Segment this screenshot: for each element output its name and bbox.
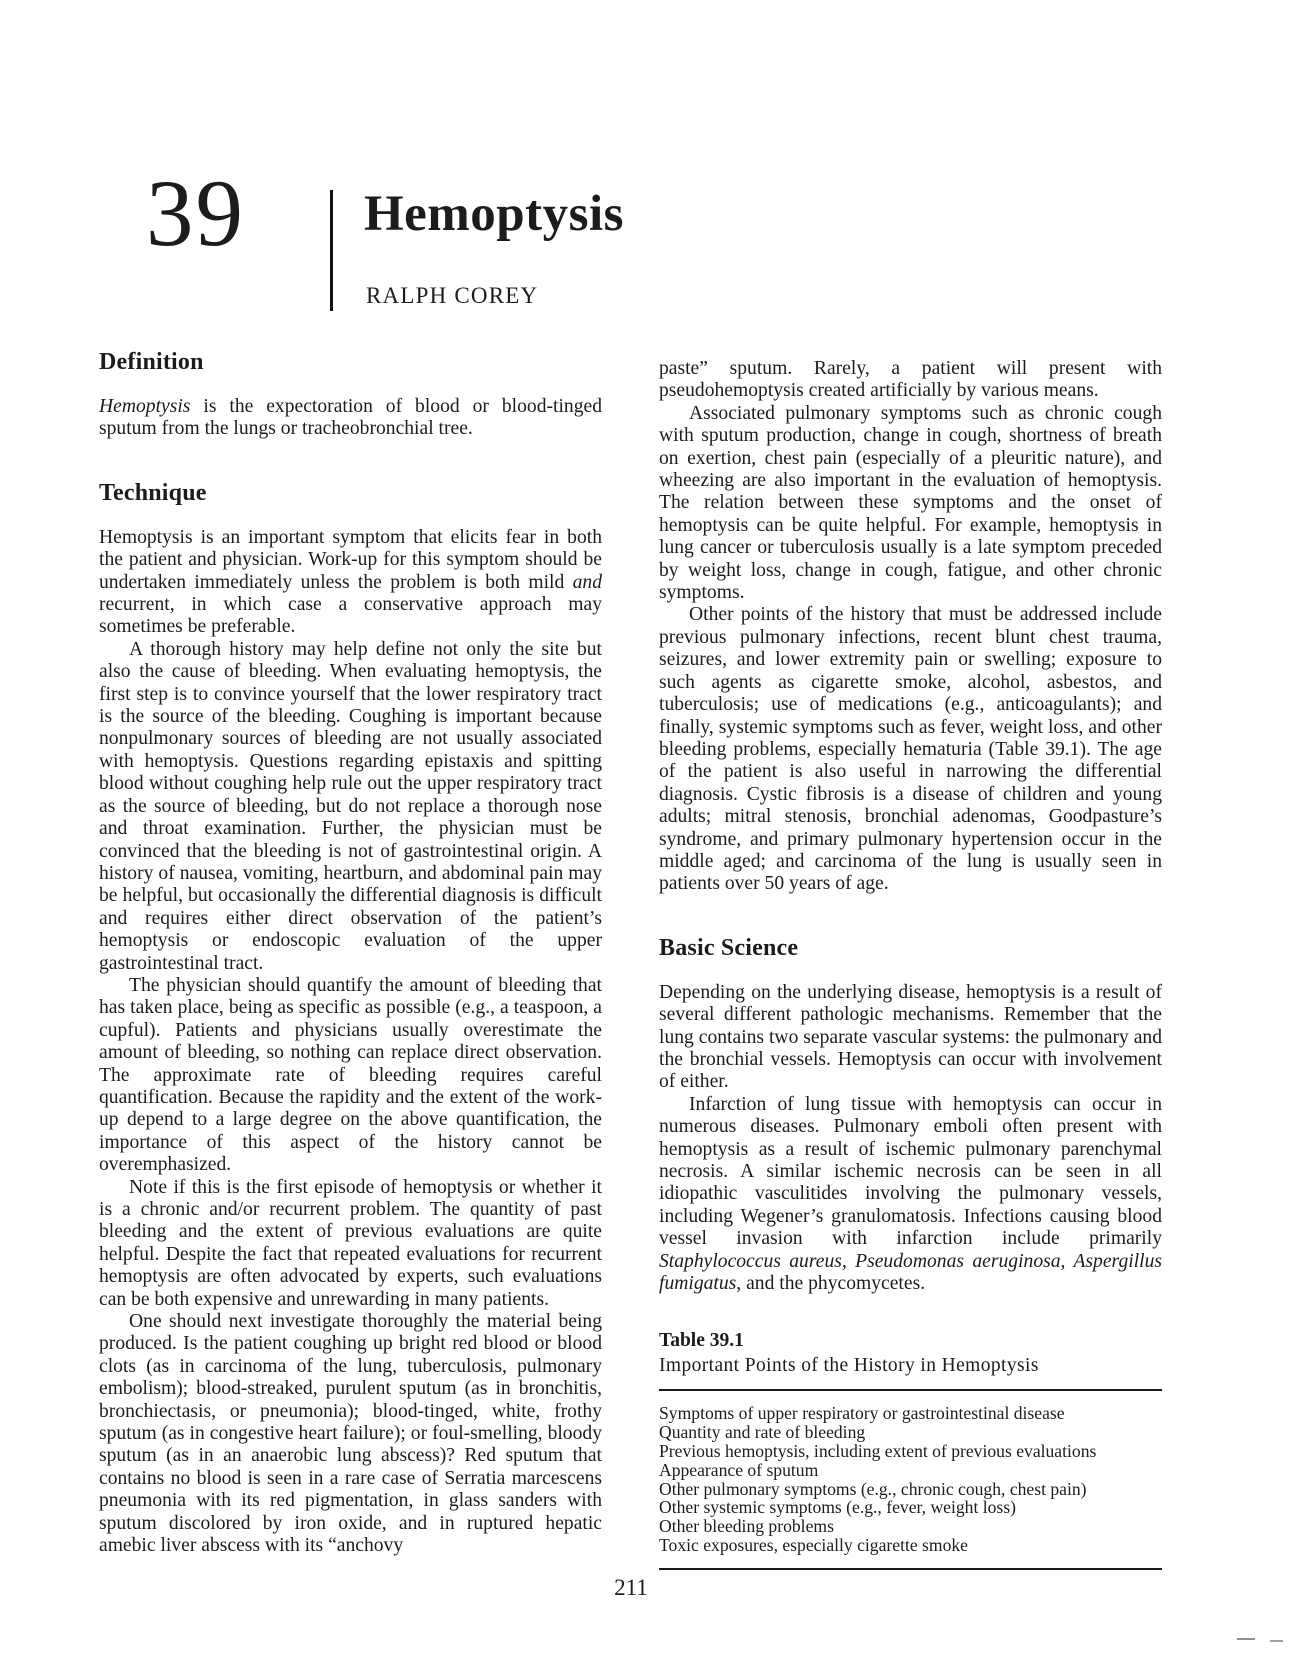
left-column	[99, 348, 602, 1558]
italic-text-run: and	[572, 571, 602, 593]
italic-text-run: Hemoptysis	[99, 396, 191, 417]
table-rows	[659, 1404, 1162, 1554]
text-run: recurrent, in which case a conservative approach may sometimes be preferable.	[99, 594, 602, 638]
text-run: Infarction of lung tissue with hemoptysis can occur in numerous diseases. Pulmonary emboli often present with hemoptysis as a result of ischemic pulmonary parenchymal necrosis. A similar ischemic necrosis can be seen in all idiopathic vasculitides involving the pulmonary vessels, including Wegener’s granulomatosis. Infections causing blood vessel invasion with infarction include primarily	[659, 1093, 1162, 1250]
paragraph	[659, 1094, 1162, 1296]
text-run: is the expectoration of blood or blood-tinged sputum from the lungs or tracheobronchial tree.	[99, 396, 602, 440]
text-run: Hemoptysis is an important symptom that elicits fear in both the patient and physician. Work-up for this symptom should be undertaken immediately unless the problem is both mild	[99, 526, 602, 593]
paragraph	[659, 982, 1162, 1094]
paragraph	[99, 1311, 602, 1557]
text-run: Depending on the underlying disease, hemoptysis is a result of several different pathologic mechanisms. Remember that the lung contains two separate vascular systems: the pulmonary and the bronchial vessels. Hemoptysis can occur with involvement of either.	[659, 981, 1162, 1093]
section-heading: Technique	[99, 479, 207, 506]
paragraph	[659, 604, 1162, 895]
scan-artifact-dash	[1270, 1640, 1283, 1642]
reference-table	[659, 1329, 1162, 1569]
paragraph	[99, 639, 602, 975]
italic-text-run: Staphylococcus aureus, Pseudomonas aeruginosa, Aspergillus fumigatus	[659, 1250, 1162, 1295]
table-title: Important Points of the History in Hemoptysis	[659, 1355, 1039, 1377]
table-bottom-rule	[659, 1568, 1162, 1570]
section-heading: Basic Science	[659, 934, 799, 961]
chapter-author: RALPH COREY	[366, 283, 539, 308]
paragraph	[99, 975, 602, 1177]
text-run: Associated pulmonary symptoms such as chronic cough with sputum production, change in cough, shortness of breath on exertion, chest pain (especially of a pleuritic nature), and wheezing are also important in the evaluation of hemoptysis. The relation between these symptoms and the onset of hemoptysis can be quite helpful. For example, hemoptysis in lung cancer or tuberculosis usually is a late symptom preceded by weight loss, change in cough, fatigue, and other chronic symptoms.	[659, 402, 1162, 604]
paragraph	[659, 358, 1162, 403]
page-number: 211	[614, 1575, 648, 1600]
chapter-title: Hemoptysis	[364, 186, 624, 242]
text-run: The physician should quantify the amount of bleeding that has taken place, being as specific as possible (e.g., a teaspoon, a cupful). Patients and physicians usually overestimate the amount of bleeding, so nothing can replace direct observation. The approximate rate of bleeding requires careful quantification. Because the rapidity and the extent of the work-up depend to a large degree on the above quantification, the importance of this aspect of the history cannot be overemphasized.	[99, 974, 602, 1176]
table-row: Other bleeding problems	[659, 1516, 834, 1537]
header-vertical-rule	[330, 190, 333, 311]
table-row: Other systemic symptoms (e.g., fever, weight loss)	[659, 1497, 1016, 1518]
table-row: Symptoms of upper respiratory or gastrointestinal disease	[659, 1403, 1065, 1424]
paragraph	[99, 1177, 602, 1311]
table-row: Toxic exposures, especially cigarette smoke	[659, 1535, 968, 1556]
table-row: Other pulmonary symptoms (e.g., chronic cough, chest pain)	[659, 1478, 1087, 1499]
text-run: Note if this is the first episode of hemoptysis or whether it is a chronic and/or recurrent problem. The quantity of past bleeding and the extent of previous evaluations are quite helpful. Despite the fact that repeated evaluations for recurrent hemoptysis are often advocated by experts, such evaluations can be both expensive and unrewarding in many patients.	[99, 1176, 602, 1310]
chapter-number: 39	[146, 160, 245, 266]
text-run: Other points of the history that must be addressed include previous pulmonary infections, recent blunt chest trauma, seizures, and lower extremity pain or swelling; exposure to such agents as cigarette smoke, alcohol, asbestos, and tuberculosis; use of medications (e.g., anticoagulants); and finally, systemic symptoms such as fever, weight loss, and other bleeding problems, especially hematuria (Table 39.1). The age of the patient is also useful in narrowing the differential diagnosis. Cystic fibrosis is a disease of children and young adults; mitral stenosis, bronchial adenomas, Goodpasture’s syndrome, and primary pulmonary hypertension occur in the middle aged; and carcinoma of the lung is usually seen in patients over 50 years of age.	[659, 604, 1162, 895]
paragraph	[99, 396, 602, 441]
text-run: , and the phycomycetes.	[736, 1273, 926, 1295]
table-row: Appearance of sputum	[659, 1459, 819, 1480]
right-column	[659, 348, 1162, 1570]
paragraph	[99, 527, 602, 639]
table-row: Quantity and rate of bleeding	[659, 1422, 866, 1443]
table-label: Table 39.1	[659, 1330, 744, 1352]
table-row: Previous hemoptysis, including extent of previous evaluations	[659, 1441, 1097, 1462]
section-heading: Definition	[99, 349, 204, 375]
text-run: One should next investigate thoroughly the material being produced. Is the patient coughing up bright red blood or blood clots (as in carcinoma of the lung, tuberculosis, pulmonary embolism); blood-streaked, purulent sputum (as in bronchitis, bronchiectasis, or pneumonia); blood-tinged, white, frothy sputum (as in congestive heart failure); or foul-smelling, bloody sputum (as in an anaerobic lung abscess)? Red sputum that contains no blood is seen in a rare case of Serratia marcescens pneumonia with its red pigmentation, in glass sanders with sputum discolored by iron oxide, and in ruptured hepatic amebic liver abscess with its “anchovy	[99, 1311, 602, 1557]
text-run: paste” sputum. Rarely, a patient will present with pseudohemoptysis created artificially by various means.	[659, 358, 1162, 402]
text-run: A thorough history may help define not only the site but also the cause of bleeding. When evaluating hemoptysis, the first step is to convince yourself that the lower respiratory tract is the source of the bleeding. Coughing is important because nonpulmonary sources of bleeding are not usually associated with hemoptysis. Questions regarding epistaxis and spitting blood without coughing help rule out the upper respiratory tract as the source of bleeding, but do not replace a thorough nose and throat examination. Further, the physician must be convinced that the bleeding is not of gastrointestinal origin. A history of nausea, vomiting, heartburn, and abdominal pain may be helpful, but occasionally the differential diagnosis is difficult and requires either direct observation of the patient’s hemoptysis or endoscopic evaluation of the upper gastrointestinal tract.	[99, 638, 602, 974]
paragraph	[659, 403, 1162, 605]
scan-artifact-dash	[1237, 1638, 1255, 1640]
table-top-rule	[659, 1389, 1162, 1391]
